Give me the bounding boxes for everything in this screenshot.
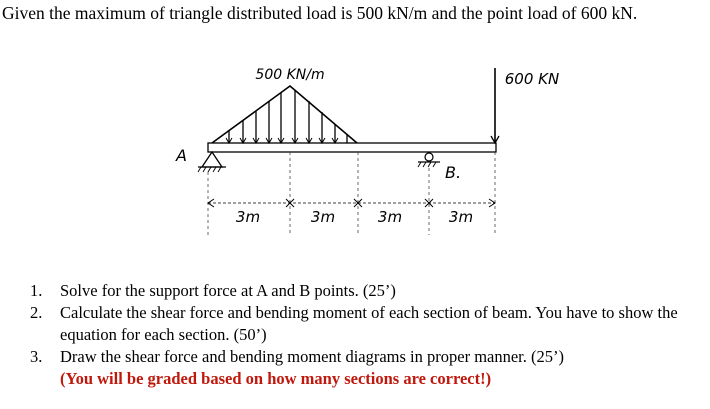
question-number: 1.	[30, 281, 43, 300]
question-1	[30, 280, 702, 302]
distributed-load-label: 500 KN/m	[255, 67, 325, 83]
problem-heading: Given the maximum of triangle distributed load is 500 kN/m and the point load of 600 kN.	[2, 3, 638, 23]
span-label-3: 3m	[377, 208, 403, 226]
question-3	[30, 346, 702, 390]
point-load-label: 600 KN	[504, 70, 560, 88]
distributed-load-arrows	[229, 90, 347, 143]
dimension-ticks	[208, 199, 495, 207]
support-a-pin	[202, 152, 222, 167]
support-b-hatch	[418, 162, 436, 167]
support-a-hatch	[198, 167, 221, 172]
support-b-roller	[425, 153, 433, 161]
span-label-1: 3m	[235, 208, 261, 226]
support-b-label: B.	[445, 163, 462, 182]
question-text: Calculate the shear force and bending moment of each section of beam. You have to show the equation for each section. (50’)	[60, 303, 678, 344]
span-label-2: 3m	[310, 208, 336, 226]
beam	[208, 143, 496, 152]
support-a-label: A	[176, 146, 187, 165]
question-2	[30, 302, 702, 346]
question-number: 3.	[30, 347, 43, 366]
question-list	[30, 280, 702, 390]
grading-note: (You will be graded based on how many sections are correct!)	[60, 369, 492, 388]
question-text: Solve for the support force at A and B points. (25’)	[60, 281, 396, 300]
span-label-4: 3m	[448, 208, 474, 226]
question-number: 2.	[30, 303, 43, 322]
question-text: Draw the shear force and bending moment diagrams in proper manner. (25’)	[60, 347, 564, 366]
question-text-block	[60, 346, 702, 390]
